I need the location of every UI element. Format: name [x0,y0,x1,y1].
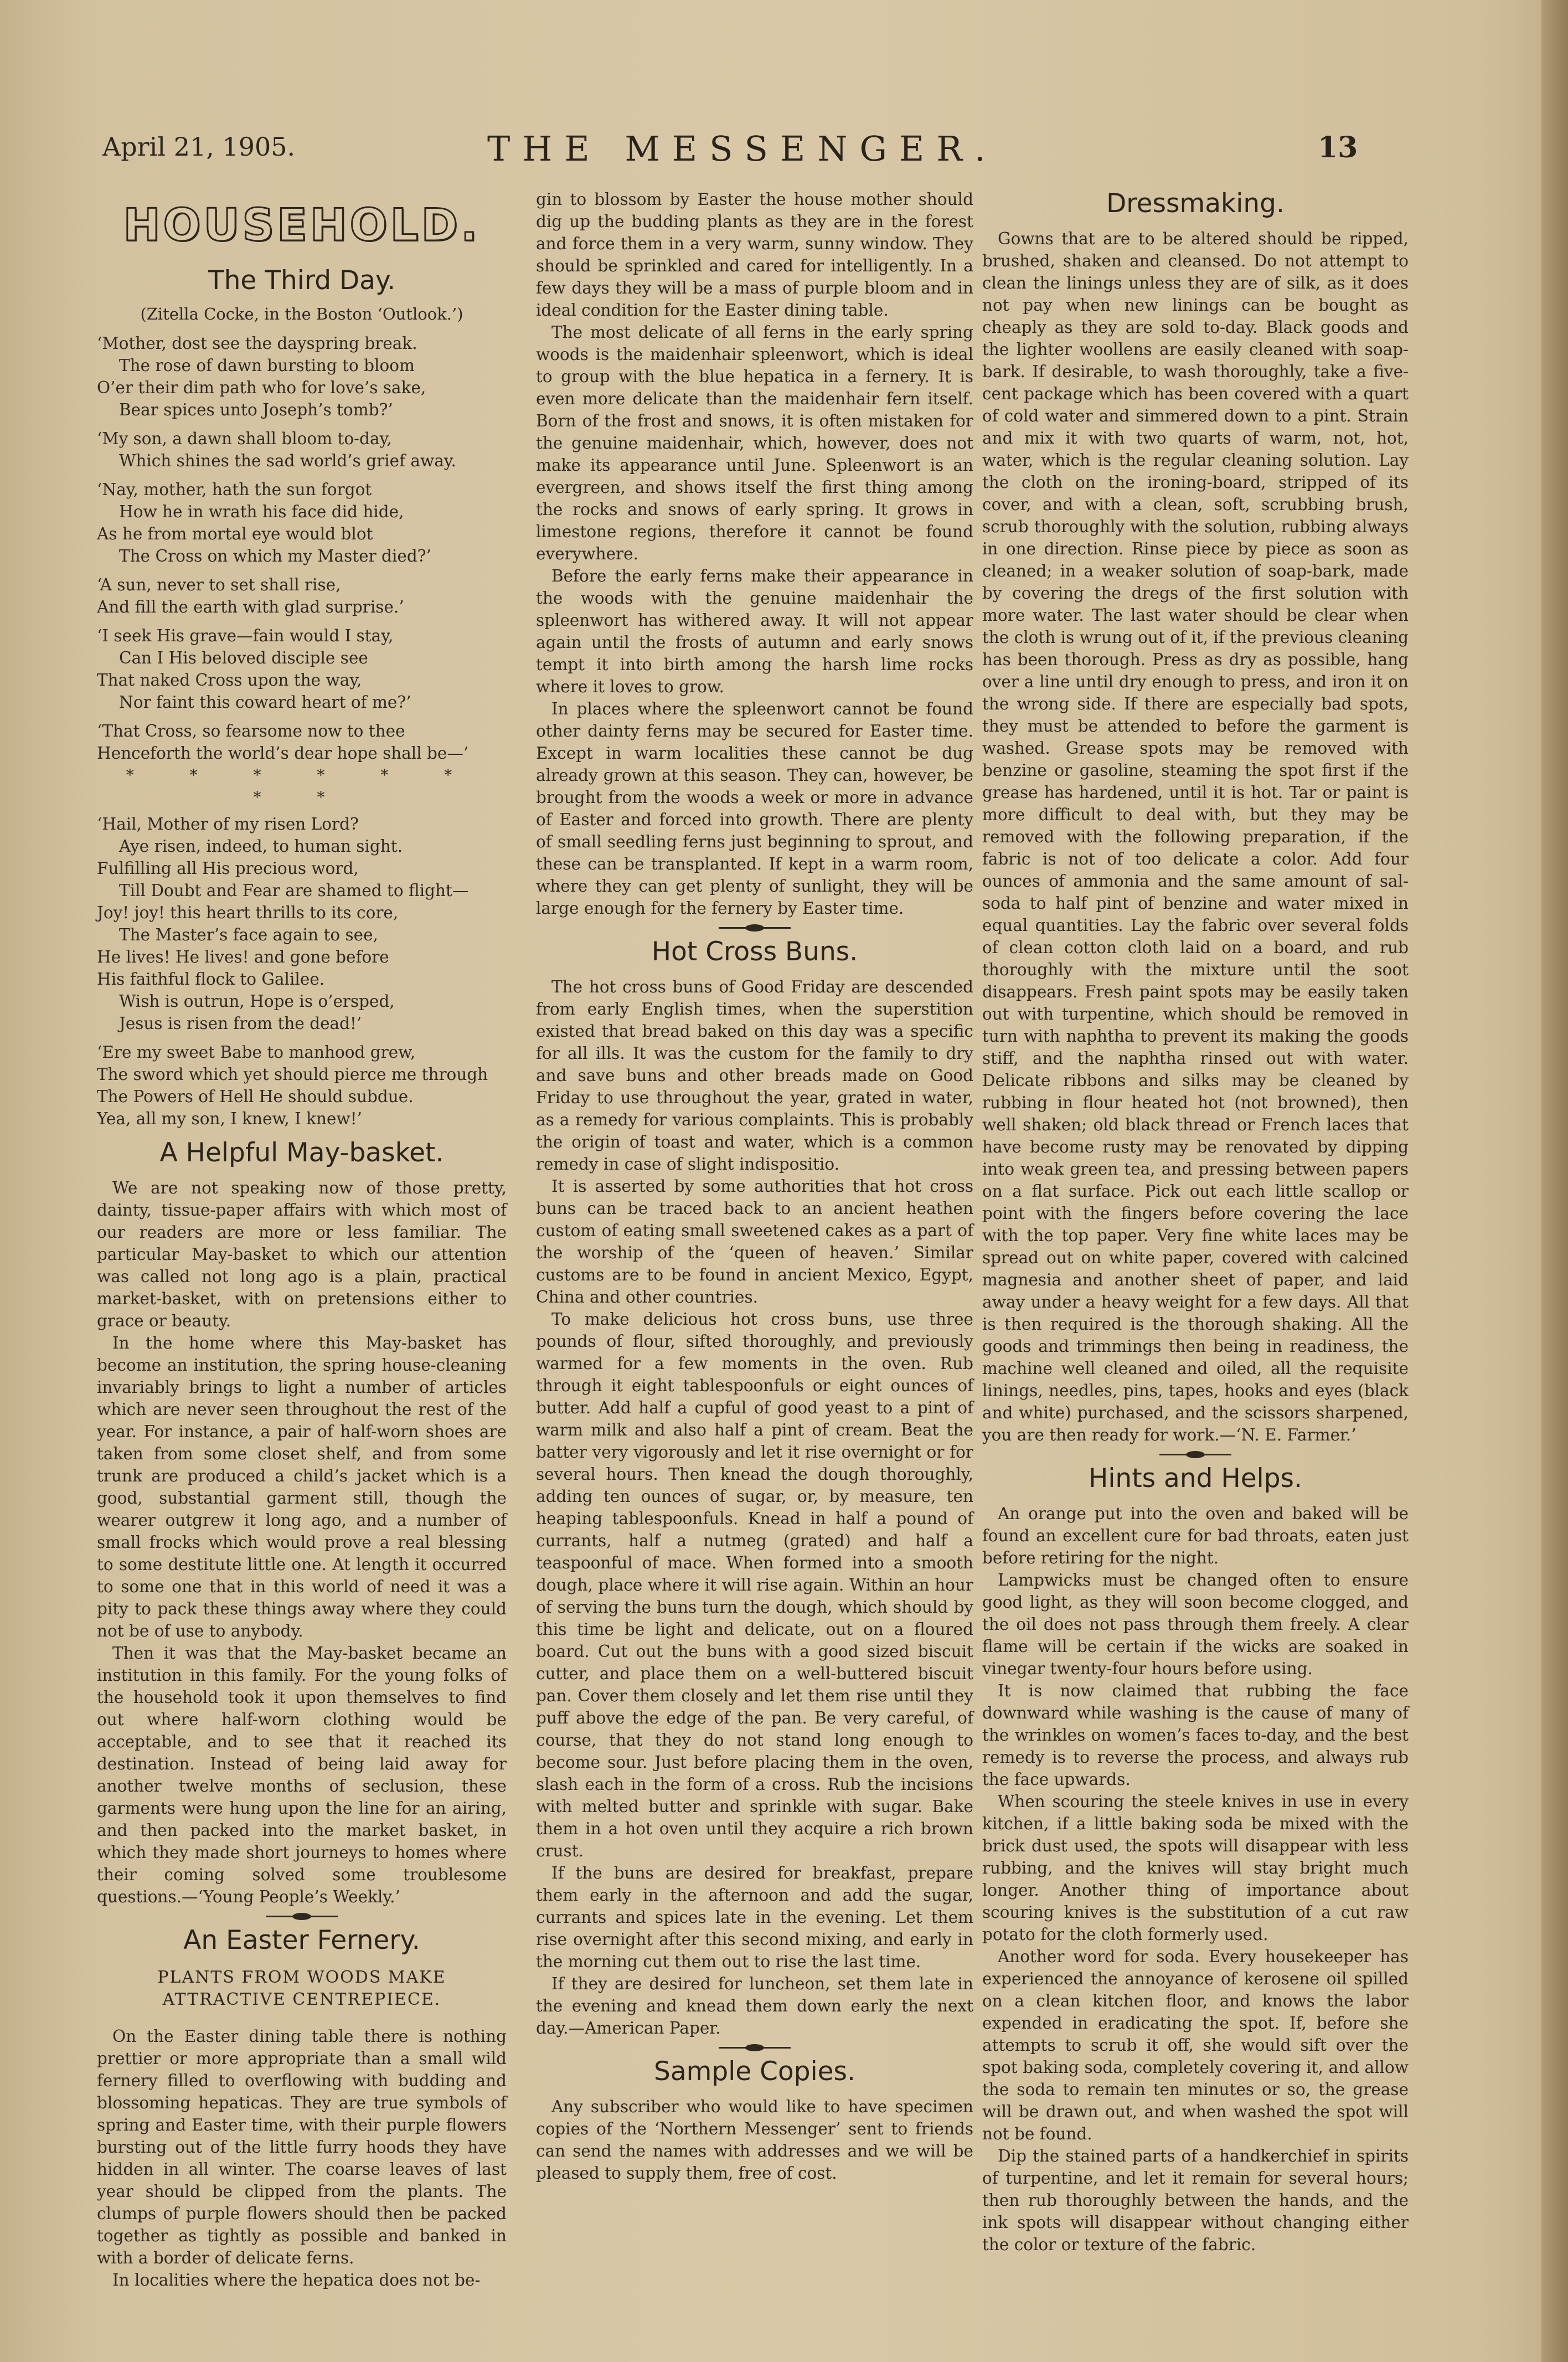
article-title: Dressmaking. [1106,188,1285,219]
column-1 [97,188,507,2291]
paragraph: The hot cross buns of Good Friday are descended from early English times, when the superstition existed that bread baked on this day was a specific for all ills. It was the custom for the family to dry and save buns and other breads made on Good Friday to use throughout the year, grated in water, as a remedy for various complaints. This is probably the origin of toast and water, which is a common remedy in case of slight indispositio. [536,977,973,1174]
poem-line: ‘That Cross, so fearsome now to thee [97,722,405,740]
poem-stanza [97,1041,507,1130]
newspaper-title: THE MESSENGER. [487,128,998,169]
paragraph: Any subscriber who would like to have specimen copies of the ‘Northern Messenger’ sent to friends can send the names with addresses and we will be pleased to supply them, free of cost. [536,2097,973,2183]
section-divider [719,927,791,929]
paragraph: When scouring the steele knives in use in every kitchen, if a little baking soda be mixed with the brick dust used, the spots will disappear with less rubbing, and the knives will stay bright much longer. Another thing of importance about scouring knives is the substitution of a cut raw potato for the cloth formerly used. [982,1792,1409,1944]
poem-line: Jesus is risen from the dead!’ [119,1014,362,1033]
poem-line: And fill the earth with glad surprise.’ [97,598,404,616]
paragraph: An orange put into the oven and baked will be found an excellent cure for bad throats, eaten just before retiring for the night. [982,1504,1409,1567]
poem-line: ‘I seek His grave—fain would I stay, [97,626,394,645]
section-divider [719,2047,791,2049]
poem-line: The rose of dawn bursting to bloom [119,356,415,375]
paragraph: In localities where the hepatica does not be- [112,2271,481,2289]
paragraph: Dip the stained parts of a handkerchief in spirits of turpentine, and let it remain for several hours; then rub thoroughly between the hands, and the ink spots will disappear without changing either the color or texture of the fabric. [982,2147,1409,2254]
paragraph: In places where the spleenwort cannot be found other dainty ferns may be secured for Easter time. Except in warm localities these cannot be dug already grown at this season. They can, however, be brought from the woods a week or more in advance of Easter and forced into growth. There are plenty of small seedling ferns just beginning to sprout, and these can be transplanted. If kept in a warm room, where they can get plenty of sunlight, they will be large enough for the fernery by Easter time. [536,699,973,918]
paragraph: It is asserted by some authorities that hot cross buns can be traced back to an ancient heathen custom of eating small sweetened cakes as a part of the worship of the ‘queen of heaven.’ Similar customs are to be found in ancient Mexico, Egypt, China and other countries. [536,1177,973,1306]
poem-line: The sword which yet should pierce me through [97,1065,488,1084]
poem-stanza [97,625,507,713]
paragraph: Then it was that the May-basket became an institution in this family. For the young folks of the household took it upon themselves to find out where half-worn clothing would be acceptable, and to see that it reached its destination. Instead of being laid away for another twelve months of seclusion, these garments were hung upon the line for an airing, and then packed into the market basket, in which they made short journeys to homes where their coming solved some troublesome questions.—‘Young People’s Weekly.’ [97,1644,507,1906]
department-heading: HOUSEHOLD. [123,199,481,251]
paragraph: gin to blossom by Easter the house mother should dig up the budding plants as they are in the forest and force them in a very warm, sunny window. They should be sprinkled and cared for intelligently. In a few days they will be a mass of purple bloom and in ideal condition for the Easter dining table. [536,190,973,320]
poem-stanza [97,574,507,618]
article-title: Hints and Helps. [1089,1463,1302,1494]
poem-byline: (Zitella Cocke, in the Boston ‘Outlook.’) [140,305,463,323]
page-edge [1541,0,1568,2362]
poem-line: ‘Hail, Mother of my risen Lord? [97,815,359,833]
poem-line: The Cross on which my Master died?’ [119,547,431,565]
poem-line: Henceforth the world’s dear hope shall be—’ [97,744,469,763]
paragraph: Lampwicks must be changed often to ensure good light, as they will soon become clogged, and the oil does not pass through them freely. A clear flame will be certain if the wicks are soaked in vinegar twenty-four hours before using. [982,1571,1409,1678]
poem-line: The Master’s face again to see, [119,925,378,944]
poem-line: He lives! He lives! and gone before [97,948,389,966]
poem-stanza [97,332,507,421]
poem-line: ‘Nay, mother, hath the sun forgot [97,480,372,499]
poem-line: ‘My son, a dawn shall bloom to-day, [97,429,392,448]
poem-line: As he from mortal eye would blot [97,524,373,543]
paragraph: In the home where this May-basket has become an institution, the spring house-cleaning invariably brings to light a number of articles which are never seen throughout the rest of the year. For instance, a pair of half-worn shoes are taken from some closet shelf, and from some trunk are produced a child’s jacket which is a good, substantial garment still, though the wearer outgrew it long ago, and a number of small frocks which would prove a real blessing to some destitute little one. At length it occurred to some one that in this world of need it was a pity to pack these things away where they could not be of use to anybody. [97,1334,507,1640]
poem-line: ‘Mother, dost see the dayspring break. [97,334,417,353]
poem-line: Fulfilling all His precious word, [97,859,359,878]
poem-line: Can I His beloved disciple see [119,649,368,667]
article-title: Sample Copies. [654,2056,855,2087]
poem-line: Aye risen, indeed, to human sight. [119,837,403,856]
running-header [0,128,1568,176]
paragraph: If the buns are desired for breakfast, prepare them early in the afternoon and add the sugar, currants and spices late in the evening. Let them rise overnight after this second mixing, and early in the morning cut them out to rise the last time. [536,1864,973,1971]
poem-line: Wish is outrun, Hope is o’ersped, [119,992,395,1011]
paragraph: To make delicious hot cross buns, use three pounds of flour, sifted thoroughly, and previously warmed for a few moments in the oven. Rub through it eight tablespoonfuls or eight ounces of butter. Add half a cupful of good yeast to a pint of warm milk and also half a pint of cream. Beat the batter very vigorously and let it rise overnight or for several hours. Then knead the dough thoroughly, adding ten ounces of sugar, or, by measure, ten heaping tablespoonfuls. Knead in half a pound of currants, half a nutmeg (grated) and half a teaspoonful of mace. When formed into a smooth dough, place where it will rise again. Within an hour of serving the buns turn the dough, which should by this time be light and delicate, out on a floured board. Cut out the buns with a good sized biscuit cutter, and place them on a well-buttered biscuit pan. Cover them closely and let them rise until they puff above the edge of the pan. Be very careful, of course, that they do not stand long enough to become sour. Just before placing them in the oven, slash each in the form of a cross. Rub the incisions with melted butter and sprinkle with sugar. Bake them in a hot oven until they acquire a rich brown crust. [536,1310,973,1860]
poem-line: Nor faint this coward heart of me?’ [119,693,411,712]
poem-line: The Powers of Hell He should subdue. [97,1087,414,1106]
poem-line: Till Doubt and Fear are shamed to flight— [119,881,469,900]
poem-stanza [97,720,507,764]
article-title: An Easter Fernery. [183,1925,420,1956]
page-number: 13 [1318,131,1358,164]
poem-line: How he in wrath his face did hide, [119,502,404,521]
poem-line: Bear spices unto Joseph’s tomb?’ [119,400,393,419]
poem-line: His faithful flock to Galilee. [97,970,325,989]
paragraph: Another word for soda. Every housekeeper has experienced the annoyance of kerosene oil spilled on a clean kitchen floor, and knows the labor expended in eradicating the spot. If, before she attempts to scrub it off, she would sift over the spot baking soda, completely covering it, and allow the soda to remain ten minutes or so, the grease will be drawn out, and when washed the spot will not be found. [982,1947,1409,2143]
poem-stanza [97,428,507,472]
column-3 [982,188,1409,2256]
article-subtitle: PLANTS FROM WOODS MAKE ATTRACTIVE CENTREPIECE. [157,1968,446,2009]
section-break-stars: * * * * * * * * [126,766,478,806]
section-divider [1159,1454,1231,1455]
paragraph: On the Easter dining table there is nothing prettier or more appropriate than a small wild fernery filled to overflowing with budding and blossoming hepaticas. They are true symbols of spring and Easter time, with their purple flowers bursting out of the little furry hoods they have hidden in all winter. The coarse leaves of last year should be clipped from the plants. The clumps of purple flowers should then be packed together as tightly as possible and banked in with a border of delicate ferns. [97,2027,507,2267]
paragraph: Before the early ferns make their appearance in the woods with the genuine maidenhair the spleenwort has withered away. It will not appear again until the frosts of autumn and early snows tempt it into birth among the harsh lime rocks where it loves to grow. [536,567,973,696]
poem-line: Which shines the sad world’s grief away. [119,451,456,470]
article-title: The Third Day. [208,265,396,296]
poem-line: Joy! joy! this heart thrills to its core, [97,903,399,922]
paragraph: We are not speaking now of those pretty, dainty, tissue-paper affairs with which most of our readers are more or less familiar. The particular May-basket to which our attention was called not long ago is a plain, practical market-basket, with on pretensions either to grace or beauty. [97,1179,507,1330]
article-title: Hot Cross Buns. [651,936,858,967]
column-2 [536,188,973,2184]
issue-date: April 21, 1905. [102,132,296,162]
section-divider [266,1916,338,1917]
poem-line: ‘Ere my sweet Babe to manhood grew, [97,1043,416,1062]
paragraph: If they are desired for luncheon, set them late in the evening and knead them down early the next day.—American Paper. [536,1974,973,2037]
paragraph: The most delicate of all ferns in the early spring woods is the maidenhair spleenwort, which is ideal to group with the blue hepatica in a fernery. It is even more delicate than the maidenhair fern itself. Born of the frost and snows, it is often mistaken for the genuine maidenhair, which, however, does not make its appearance until June. Spleenwort is an evergreen, and shows itself the first thing among the rocks and snows of early spring. It grows in limestone regions, therefore it cannot be found everywhere. [536,323,973,563]
poem-line: ‘A sun, never to set shall rise, [97,575,341,594]
poem-stanza [97,813,507,1035]
poem-line: Yea, all my son, I knew, I knew!’ [97,1109,362,1128]
poem-line: O’er their dim path who for love’s sake, [97,378,426,397]
paragraph: Gowns that are to be altered should be ripped, brushed, shaken and cleansed. Do not attempt to clean the linings unless they are of silk, as it does not pay when new linings can be bought as cheaply as they are sold to-day. Black goods and the lighter woollens are easily cleaned with soap-bark. If desirable, to wash thoroughly, take a five-cent package which has been covered with a quart of cold water and simmered down to a pint. Strain and mix it with two quarts of warm, not, hot, water, which is the regular cleaning solution. Lay the cloth on the ironing-board, stripped of its cover, and with a clean, soft, scrubbing brush, scrub thoroughly with the solution, rubbing always in one direction. Rinse piece by piece as soon as cleaned; in a weaker solution of soap-bark, made by covering the dregs of the first solution with more water. The last water should be clear when the cloth is wrung out of it, if the previous cleaning has been thorough. Press as dry as possible, hang over a line until dry enough to press, and iron it on the wrong side. If there are especially bad spots, they must be attended to before the garment is washed. Grease spots may be removed with benzine or gasoline, steaming the spot first if the grease has hardened, until it is hot. Tar or paint is more difficult to deal with, but they may be removed with the following preparation, if the fabric is not of too delicate a color. Add four ounces of ammonia and the same amount of sal-soda to half pint of benzine and water mixed in equal quantities. Lay the fabric over several folds of clean cotton cloth laid on a board, and rub thoroughly with the mixture until the soot disappears. Fresh paint spots may be easily taken out with turpentine, which should be removed in turn with naphtha to prevent its making the goods stiff, and the naphtha rinsed out with water. Delicate ribbons and silks may be cleaned by rubbing in flour heated hot (not browned), then well shaken; old black thread or French laces that have become rusty may be renovated by dipping into weak green tea, and pressing between papers on a flat surface. Pick out each little scallop or point with the fingers before covering the lace with the top paper. Very fine white laces may be spread out on white paper, covered with calcined magnesia and another sheet of paper, and laid away under a heavy weight for a few days. All that is then required is the thorough shaking. All the goods and trimmings then being in readiness, the machine well cleaned and oiled, all the requisite linings, needles, pins, tapes, hooks and eyes (black and white) purchased, and the scissors sharpened, you are then ready for work.—‘N. E. Farmer.’ [982,229,1409,1444]
poem-stanza [97,478,507,567]
poem-line: That naked Cross upon the way, [97,671,362,689]
article-title: A Helpful May-basket. [159,1138,444,1168]
paragraph: It is now claimed that rubbing the face downward while washing is the cause of many of the wrinkles on women’s faces to-day, and the best remedy is to reverse the process, and always rub the face upwards. [982,1681,1409,1789]
